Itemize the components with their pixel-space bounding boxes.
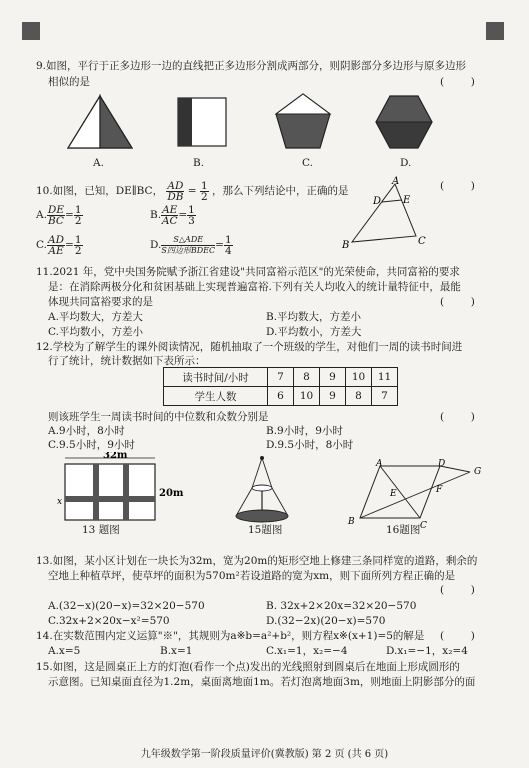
- fig13-width-label: 20m: [159, 488, 184, 499]
- q14-option-a: A.x=5: [48, 645, 81, 657]
- table-cell: 9: [320, 368, 346, 387]
- q10-stem: 10.如图，已知，DE∥BC， $\frac{AD}{DB}$ = $\frac{1}{2}$ ，那么下列结论中，正确的是: [36, 179, 349, 203]
- table-cell: 11: [372, 368, 398, 387]
- q9-stem: 9.如图，平行于正多边形一边的直线把正多边形分割成两部分，则阴影部分多边形与原多边形: [36, 60, 467, 72]
- fig16-caption: 16题图: [386, 524, 421, 536]
- table-cell: 7: [268, 368, 294, 387]
- table-cell: 9: [320, 387, 346, 406]
- q14-option-c: C.x₁=1，x₂=−4: [266, 645, 348, 657]
- q13-answer-paren: ( ): [440, 584, 475, 596]
- q9-option-a: A.: [93, 157, 104, 169]
- q9-option-d: D.: [400, 157, 412, 169]
- q11-line-2: 是：在消除两极分化和贫困基础上实现普遍富裕.下列有关人均收入的统计量特征中，最能: [48, 281, 461, 293]
- q11-option-d: D.平均数小，方差大: [266, 326, 362, 338]
- q10-triangle-figure: [340, 176, 430, 254]
- q12-option-b: B.9小时，9小时: [266, 425, 343, 437]
- q11-option-b: B.平均数大，方差小: [266, 311, 362, 323]
- q10-label-d: D: [373, 196, 382, 207]
- table-cell: 8: [294, 368, 320, 387]
- table-row: [164, 387, 398, 406]
- q9-option-c: C.: [302, 157, 313, 169]
- q10-option-a: A. $\frac{DE}{BC}$ = $\frac{1}{2}$: [36, 203, 82, 227]
- q13-line-2: 空地上种植草坪，使草坪的面积为570m²若设道路的宽为xm，则下面所列方程正确的是: [48, 570, 456, 582]
- q11-option-c: C.平均数小，方差小: [48, 326, 143, 338]
- q9-figure-c-pentagon: [276, 94, 330, 148]
- q13-option-b: B. 32x+2×20x=32×20−570: [266, 600, 417, 612]
- q12-option-d: D.9.5小时，8小时: [266, 439, 354, 451]
- q11-answer-paren: ( ): [440, 296, 475, 308]
- fig16-label-e: E: [390, 489, 397, 499]
- fig13-caption: 13 题图: [82, 524, 120, 536]
- q9-option-b: B.: [193, 157, 205, 169]
- q11-line-3: 体现共同富裕要求的是: [48, 296, 153, 308]
- q10-given-value: $\frac{1}{2}$: [200, 179, 208, 203]
- fig13-x-label: x: [57, 497, 63, 507]
- q10-option-d: D. $\frac{\text{S△ADE}}{\text{S四边形BDEC}}$ = $\frac{1}{4}$: [150, 233, 232, 257]
- q9-figure-a-triangle: [68, 96, 132, 148]
- q12-question: 则该班学生一周读书时间的中位数和众数分别是: [48, 411, 269, 423]
- q10-label-b: B: [342, 240, 350, 251]
- q10-label-c: C: [418, 236, 426, 247]
- q9-figure-d-hexagon: [376, 96, 432, 148]
- q11-option-a: A.平均数大，方差大: [48, 311, 143, 323]
- fig16-parallelogram: [340, 458, 490, 530]
- q10-option-b: B. $\frac{AE}{AC}$ = $\frac{1}{3}$: [150, 203, 195, 227]
- q10-given-ratio: $\frac{AD}{DB}$: [167, 179, 184, 203]
- q15-line-2: 示意图。已知桌面直径为1.2m，桌面离地面1m。若灯泡离地面3m，则地面上阴影部分的面: [48, 676, 476, 688]
- table-cell: 8: [346, 387, 372, 406]
- fig16-label-b: B: [348, 517, 355, 527]
- fig16-label-f: F: [436, 485, 443, 495]
- q10-option-c: C. $\frac{AD}{AE}$ = $\frac{1}{2}$: [36, 233, 82, 257]
- table-cell: 10: [346, 368, 372, 387]
- fig16-label-c: C: [420, 521, 427, 530]
- q12-line-1: 12.学校为了解学生的课外阅读情况，随机抽取了一个班级的学生，对他们一周的读书时间进: [36, 341, 463, 353]
- q14-line-1: 14.在实数范围内定义运算"※"，其规则为a※b=a²+b²，则方程x※(x+1)=5的解是: [36, 630, 425, 642]
- page-footer: 九年级数学第一阶段质量评价(冀教版) 第 2 页 (共 6 页): [140, 749, 389, 760]
- q15-line-1: 15.如图，这是圆桌正上方的灯泡(看作一个点)发出的光线照射到圆桌后在地面上形成圆形的: [36, 661, 460, 673]
- q13-option-c: C.32x+2×20x−x²=570: [48, 615, 170, 627]
- q10-label-a: A: [392, 176, 400, 187]
- table-header-cell: 读书时间/小时: [164, 368, 268, 387]
- q12-option-c: C.9.5小时，9小时: [48, 439, 135, 451]
- fig15-lamp-table: [222, 452, 302, 527]
- fig16-label-g: G: [474, 467, 482, 477]
- q10-label-e: E: [403, 195, 411, 206]
- table-row: [164, 368, 398, 387]
- fig13-road-rectangle: [55, 452, 195, 542]
- q10-stem-end: ，那么下列结论中，正确的是: [211, 185, 349, 197]
- table-cell: 6: [268, 387, 294, 406]
- q14-answer-paren: ( ): [440, 630, 475, 642]
- q14-option-d: D.x₁=−1，x₂=4: [386, 645, 468, 657]
- q9-answer-paren: ( ): [440, 76, 475, 88]
- q13-option-a: A.(32−x)(20−x)=32×20−570: [48, 600, 205, 612]
- fig15-caption: 15题图: [248, 524, 283, 536]
- q10-stem-start: 10.如图，已知，DE∥BC，: [36, 185, 164, 197]
- q12-line-2: 行了统计，统计数据如下表所示：: [48, 355, 206, 367]
- table-cell: 10: [294, 387, 320, 406]
- q12-reading-time-table: [163, 367, 398, 406]
- q14-option-b: B.x=1: [160, 645, 193, 657]
- q13-line-1: 13.如图，某小区计划在一块长为32m，宽为20m的矩形空地上修建三条同样宽的道路，剩余的: [36, 555, 478, 567]
- registration-mark-left: [22, 22, 40, 40]
- q9-stem-2: 相似的是: [48, 76, 90, 88]
- q13-option-d: D.(32−2x)(20−x)=570: [266, 615, 386, 627]
- table-cell: 7: [372, 387, 398, 406]
- q9-figure-b-square: [178, 98, 226, 146]
- q11-line-1: 11.2021 年，党中央国务院赋予浙江省建设"共同富裕示范区"的光荣使命，共同富裕的要求: [36, 266, 460, 278]
- q12-option-a: A.9小时，8小时: [48, 425, 125, 437]
- registration-mark-right: [486, 22, 504, 40]
- table-header-cell: 学生人数: [164, 387, 268, 406]
- fig16-label-a: A: [376, 459, 383, 469]
- fig13-length-label: 32m: [103, 452, 128, 461]
- fig16-label-d: D: [438, 459, 446, 469]
- q9-figures: [60, 90, 480, 160]
- q10-answer-paren: ( ): [440, 180, 475, 192]
- q12-answer-paren: ( ): [440, 411, 475, 423]
